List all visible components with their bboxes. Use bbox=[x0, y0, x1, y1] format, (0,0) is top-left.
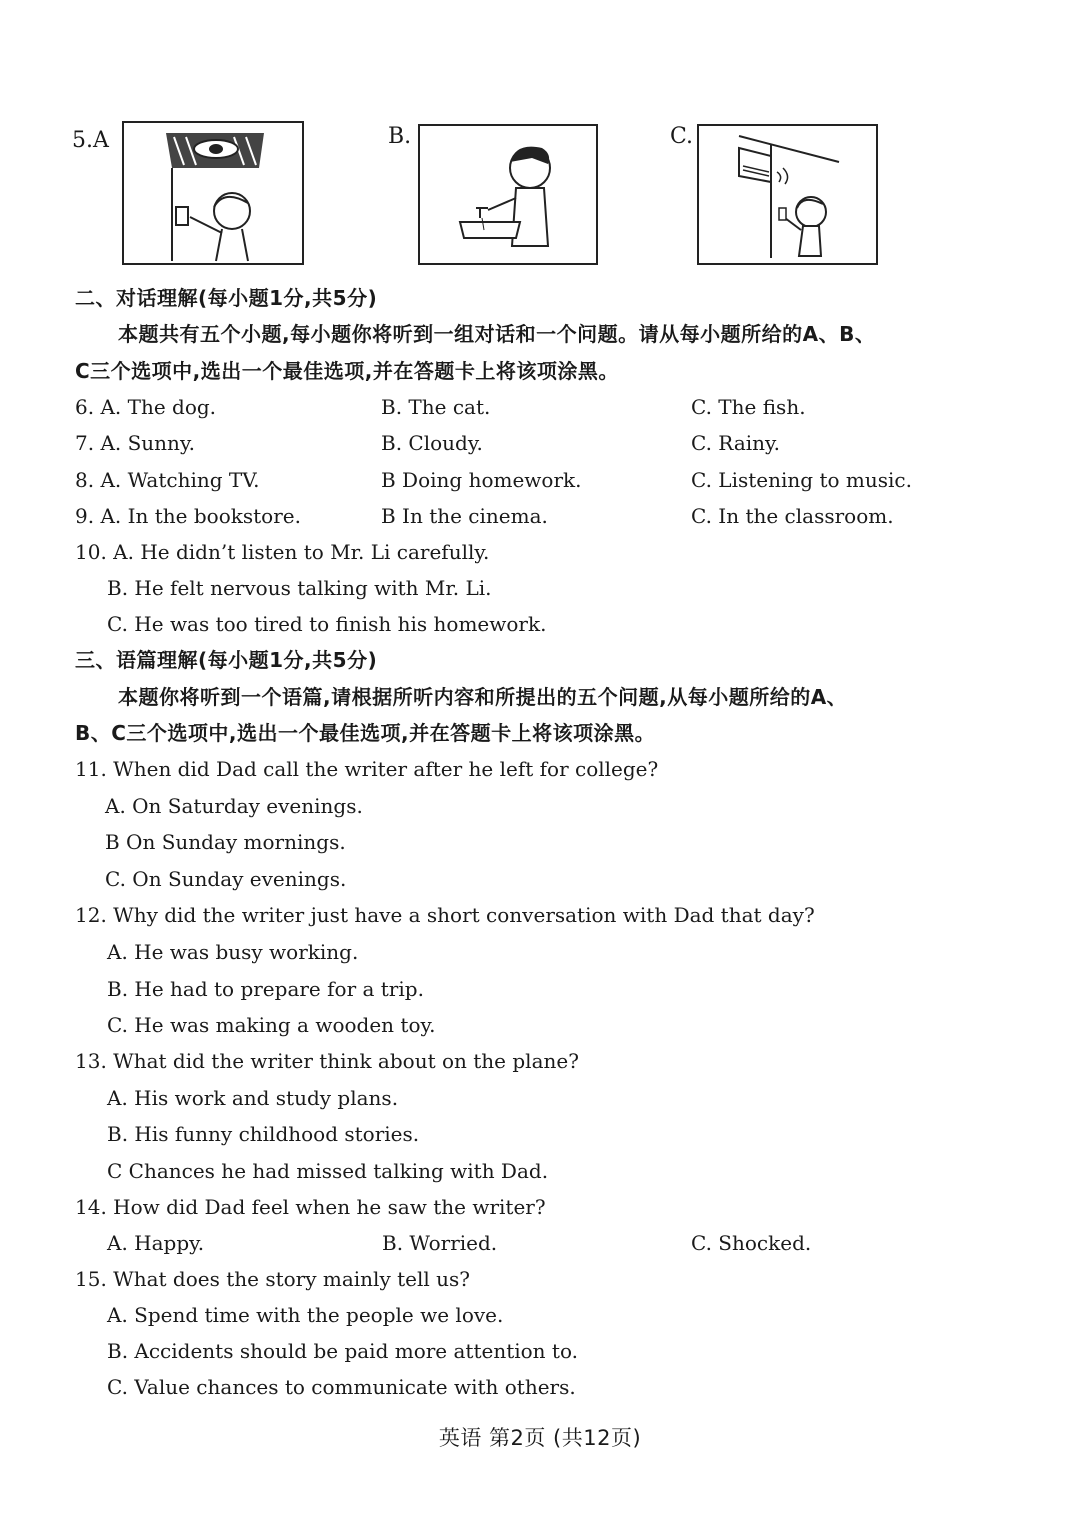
q8-option-c: C. Listening to music. bbox=[691, 468, 912, 492]
q11-stem: 11. When did Dad call the writer after he left for college? bbox=[75, 757, 659, 781]
q7-option-a: 7. A. Sunny. bbox=[75, 431, 195, 455]
q14-option-b: B. Worried. bbox=[382, 1231, 498, 1255]
q5-number: 5. bbox=[72, 128, 93, 153]
q13-option-b: B. His funny childhood stories. bbox=[107, 1122, 420, 1146]
q14-stem: 14. How did Dad feel when he saw the writer? bbox=[75, 1195, 546, 1219]
section2-instruction-line2: C三个选项中,选出一个最佳选项,并在答题卡上将该项涂黑。 bbox=[75, 359, 619, 383]
q15-option-b: B. Accidents should be paid more attention to. bbox=[107, 1339, 579, 1363]
q7-option-b: B. Cloudy. bbox=[381, 431, 483, 455]
q11-option-b: B On Sunday mornings. bbox=[105, 830, 346, 854]
section3-instruction-line1: 本题你将听到一个语篇,请根据所听内容和所提出的五个问题,从每小题所给的A、 bbox=[118, 685, 848, 709]
q10-option-c: C. He was too tired to finish his homework. bbox=[107, 612, 547, 636]
q10-option-a: 10. A. He didn’t listen to Mr. Li carefully. bbox=[75, 540, 490, 564]
q9-option-b: B In the cinema. bbox=[381, 504, 548, 528]
q5-image-a-light-switch bbox=[122, 121, 304, 265]
q5-label-c: C. bbox=[670, 124, 694, 149]
q11-option-c: C. On Sunday evenings. bbox=[105, 867, 347, 891]
q6-option-a: 6. A. The dog. bbox=[75, 395, 217, 419]
section2-heading: 二、对话理解(每小题1分,共5分) bbox=[75, 286, 378, 310]
q14-option-c: C. Shocked. bbox=[691, 1231, 812, 1255]
q15-stem: 15. What does the story mainly tell us? bbox=[75, 1267, 470, 1291]
q10-option-b: B. He felt nervous talking with Mr. Li. bbox=[107, 576, 492, 600]
q9-option-a: 9. A. In the bookstore. bbox=[75, 504, 301, 528]
q8-option-b: B Doing homework. bbox=[381, 468, 582, 492]
q12-option-b: B. He had to prepare for a trip. bbox=[107, 977, 424, 1001]
q5-label-a: A bbox=[93, 128, 109, 153]
q12-option-c: C. He was making a wooden toy. bbox=[107, 1013, 436, 1037]
q5-image-b-washing-hands bbox=[418, 124, 598, 265]
q15-option-c: C. Value chances to communicate with others. bbox=[107, 1375, 576, 1399]
q6-option-b: B. The cat. bbox=[381, 395, 491, 419]
q9-option-c: C. In the classroom. bbox=[691, 504, 894, 528]
q13-stem: 13. What did the writer think about on the plane? bbox=[75, 1049, 579, 1073]
q11-option-a: A. On Saturday evenings. bbox=[105, 794, 363, 818]
q12-stem: 12. Why did the writer just have a short conversation with Dad that day? bbox=[75, 903, 815, 927]
q13-option-a: A. His work and study plans. bbox=[107, 1086, 399, 1110]
q13-option-c: C Chances he had missed talking with Dad. bbox=[107, 1159, 549, 1183]
q6-option-c: C. The fish. bbox=[691, 395, 806, 419]
q5-image-c-air-conditioner bbox=[697, 124, 878, 265]
q5-label-b: B. bbox=[388, 124, 412, 149]
section2-instruction-line1: 本题共有五个小题,每小题你将听到一组对话和一个问题。请从每小题所给的A、B、 bbox=[118, 322, 876, 346]
q7-option-c: C. Rainy. bbox=[691, 431, 781, 455]
q8-option-a: 8. A. Watching TV. bbox=[75, 468, 260, 492]
section3-instruction-line2: B、C三个选项中,选出一个最佳选项,并在答题卡上将该项涂黑。 bbox=[75, 721, 656, 745]
section3-heading: 三、语篇理解(每小题1分,共5分) bbox=[75, 648, 378, 672]
q12-option-a: A. He was busy working. bbox=[107, 940, 359, 964]
q14-option-a: A. Happy. bbox=[107, 1231, 205, 1255]
page-footer: 英语 第2页 (共12页) bbox=[438, 1426, 642, 1450]
q15-option-a: A. Spend time with the people we love. bbox=[107, 1303, 504, 1327]
